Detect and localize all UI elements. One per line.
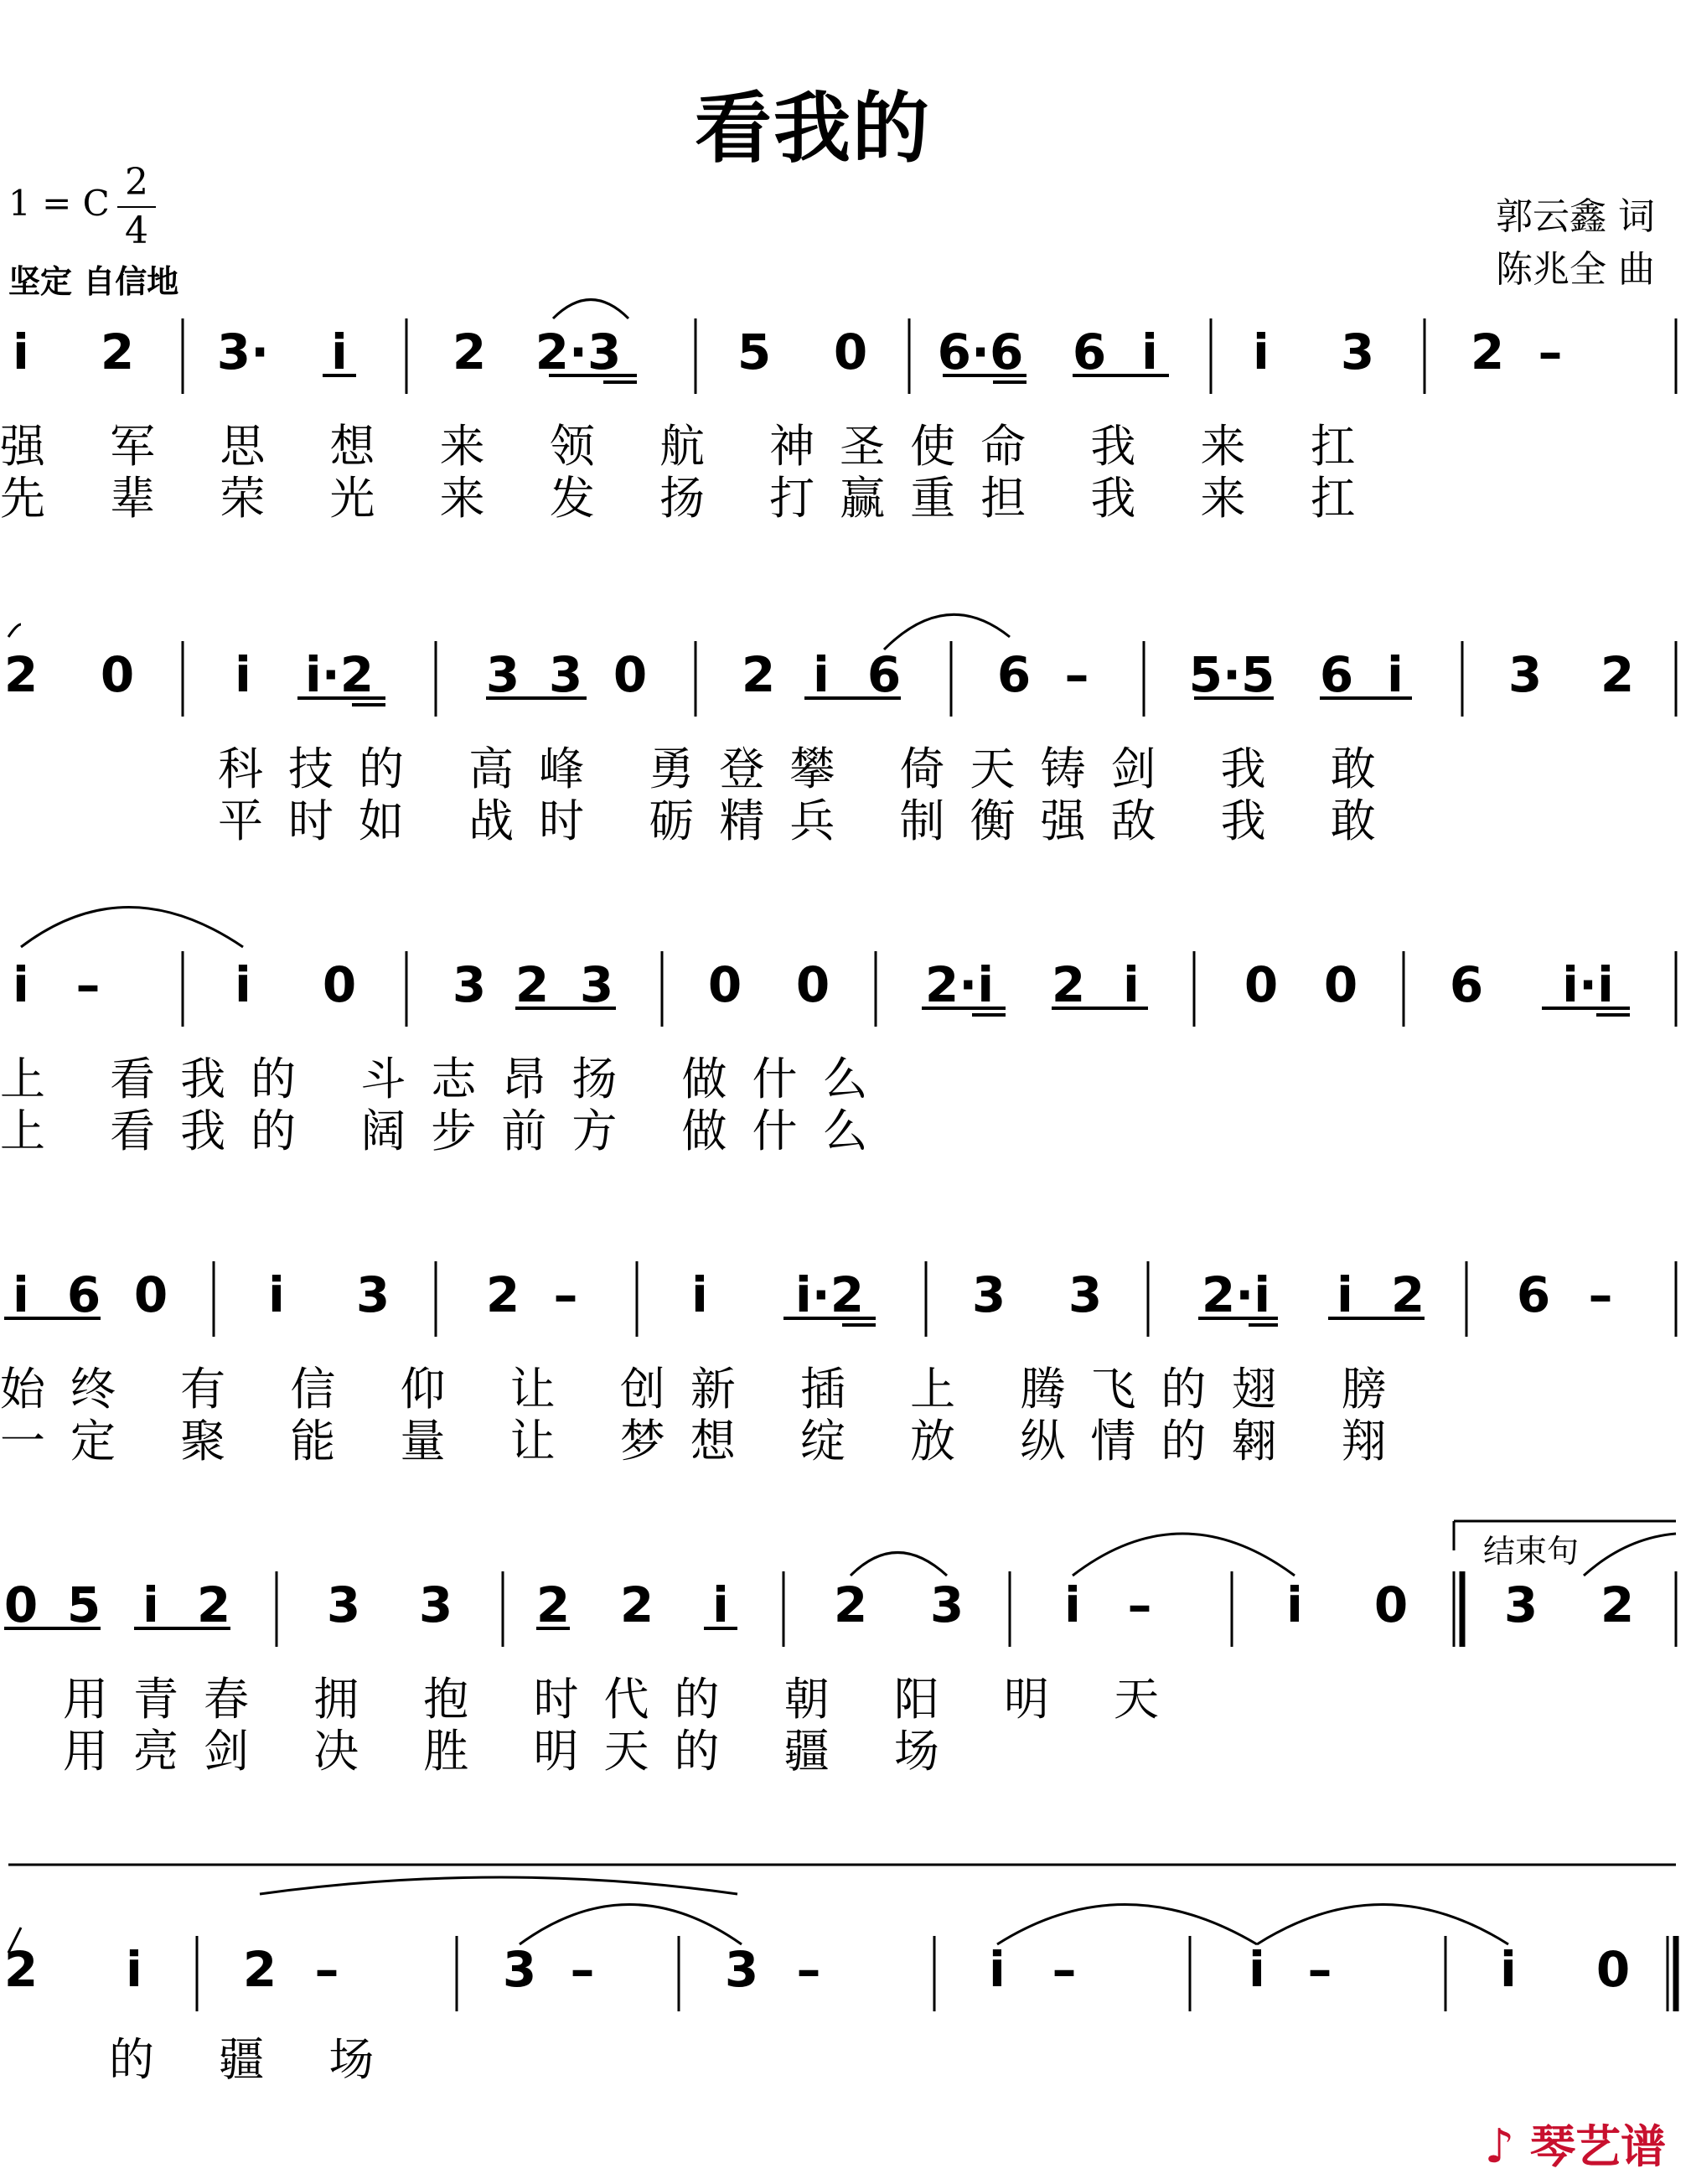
svg-text:i: i (1123, 956, 1140, 1013)
lyrics-line-4-verse-2: 一定 聚 能 量 让 梦想 绽 放 纵情的翱 翔 (0, 1415, 1412, 1467)
svg-text:i: i (268, 1266, 285, 1323)
svg-text:2·i: 2·i (924, 956, 995, 1013)
lyrics-line-4-verse-1: 始终 有 信 仰 让 创新 插 上 腾飞的翅 膀 (0, 1363, 1412, 1415)
svg-text:0: 0 (133, 1266, 168, 1323)
svg-text:–: – (1307, 1941, 1332, 1998)
svg-text:6: 6 (1072, 323, 1107, 380)
svg-text:0: 0 (707, 956, 742, 1013)
svg-text:3: 3 (548, 646, 583, 703)
lyrics-line-1-verse-2: 先 辈 荣 光 来 发 扬 打赢重担 我 来 扛 (0, 472, 1381, 525)
svg-text:i: i (813, 646, 830, 703)
watermark-text: 琴艺谱 (1530, 2120, 1666, 2173)
lyrics-line-2-verse-2: 平时如 战时 砺精兵 制衡强敌 我 敢 (218, 794, 1401, 847)
svg-text:3: 3 (1507, 646, 1543, 703)
svg-text:0: 0 (1595, 1941, 1631, 1998)
svg-text:i·2: i·2 (794, 1266, 865, 1323)
ending-label: 结束句 (1483, 1533, 1580, 1570)
svg-text:i: i (235, 646, 251, 703)
svg-text:3: 3 (724, 1941, 759, 1998)
svg-text:i: i (1337, 1266, 1353, 1323)
svg-text:2: 2 (3, 646, 39, 703)
svg-text:2·i: 2·i (1201, 1266, 1271, 1323)
lyrics-line-3-verse-2: 上 看我的 阔步前方 做什么 (0, 1105, 893, 1157)
svg-text:3: 3 (502, 1941, 537, 1998)
svg-text:–: – (1588, 1266, 1613, 1323)
svg-text:i: i (13, 1266, 29, 1323)
svg-text:i: i (1500, 1941, 1517, 1998)
watermark-logo (1484, 2111, 1666, 2176)
svg-text:3: 3 (326, 1576, 361, 1633)
svg-text:–: – (796, 1941, 821, 1998)
svg-text:3: 3 (355, 1266, 390, 1323)
svg-text:i: i (13, 323, 29, 380)
svg-text:–: – (1064, 646, 1089, 703)
svg-text:6: 6 (66, 1266, 101, 1323)
svg-text:5·5: 5·5 (1188, 646, 1275, 703)
svg-text:0: 0 (1244, 956, 1279, 1013)
svg-text:–: – (1052, 1941, 1077, 1998)
svg-text:–: – (1538, 323, 1563, 380)
svg-text:3: 3 (579, 956, 614, 1013)
svg-text:0: 0 (1323, 956, 1358, 1013)
svg-text:2: 2 (3, 1941, 39, 1998)
svg-text:i: i (989, 1941, 1006, 1998)
svg-text:i·2: i·2 (304, 646, 375, 703)
lyrics-line-1-verse-1: 强 军 思 想 来 领 航 神圣使命 我 来 扛 (0, 420, 1381, 473)
svg-text:2: 2 (452, 323, 487, 380)
svg-text:i: i (13, 956, 29, 1013)
tempo-marking: 坚定 自信地 (8, 263, 179, 300)
lyrics-line-2-verse-1: 科技的 高峰 勇登攀 倚天铸剑 我 敢 (218, 743, 1401, 795)
lyrics-line-5-verse-2: 用亮剑 决 胜 明天的 疆 场 (63, 1725, 964, 1778)
svg-text:0: 0 (3, 1576, 39, 1633)
svg-text:i: i (1249, 1941, 1265, 1998)
svg-text:–: – (75, 956, 101, 1013)
key-signature: 1 = C (8, 183, 110, 224)
svg-text:2: 2 (1051, 956, 1086, 1013)
svg-text:i·i: i·i (1562, 956, 1614, 1013)
svg-text:3: 3 (452, 956, 487, 1013)
svg-text:5: 5 (66, 1576, 101, 1633)
svg-text:i: i (1064, 1576, 1081, 1633)
svg-text:2: 2 (242, 1941, 277, 1998)
svg-text:–: – (553, 1266, 578, 1323)
svg-text:0: 0 (795, 956, 830, 1013)
svg-text:2: 2 (485, 1266, 520, 1323)
time-signature-bottom: 4 (125, 210, 148, 252)
svg-text:i: i (712, 1576, 729, 1633)
svg-text:6: 6 (1516, 1266, 1551, 1323)
svg-text:2: 2 (535, 1576, 571, 1633)
svg-text:–: – (570, 1941, 595, 1998)
svg-text:3: 3 (971, 1266, 1006, 1323)
svg-text:3: 3 (485, 646, 520, 703)
svg-text:6: 6 (996, 646, 1032, 703)
svg-text:6: 6 (1449, 956, 1484, 1013)
time-signature-top: 2 (125, 161, 148, 204)
svg-text:6: 6 (1319, 646, 1354, 703)
svg-text:2·3: 2·3 (535, 323, 622, 380)
svg-text:i: i (1141, 323, 1158, 380)
svg-text:0: 0 (833, 323, 868, 380)
lyrics-line-3-verse-1: 上 看我的 斗志昂扬 做什么 (0, 1053, 893, 1105)
svg-text:i: i (1387, 646, 1404, 703)
svg-text:3: 3 (418, 1576, 453, 1633)
lyrics-line-6: 的 疆 场 (109, 2033, 400, 2086)
svg-text:2: 2 (619, 1576, 654, 1633)
svg-text:i: i (142, 1576, 159, 1633)
svg-text:2: 2 (1600, 1576, 1635, 1633)
svg-text:0: 0 (1373, 1576, 1409, 1633)
svg-text:2: 2 (1600, 646, 1635, 703)
song-title: 看我的 (694, 84, 931, 173)
svg-text:–: – (1127, 1576, 1152, 1633)
svg-text:6·6: 6·6 (937, 323, 1024, 380)
svg-text:i: i (1253, 323, 1270, 380)
svg-text:2: 2 (1390, 1266, 1425, 1323)
svg-text:2: 2 (515, 956, 550, 1013)
svg-text:2: 2 (196, 1576, 231, 1633)
svg-text:0: 0 (100, 646, 135, 703)
svg-text:3: 3 (1340, 323, 1375, 380)
svg-text:3: 3 (1503, 1576, 1538, 1633)
svg-text:6: 6 (866, 646, 902, 703)
svg-text:3: 3 (1068, 1266, 1103, 1323)
svg-text:0: 0 (322, 956, 357, 1013)
svg-text:i: i (235, 956, 251, 1013)
svg-text:i: i (691, 1266, 708, 1323)
logo-icon: ♪ (1484, 2119, 1515, 2174)
svg-text:3: 3 (929, 1576, 964, 1633)
svg-text:0: 0 (613, 646, 648, 703)
svg-text:–: – (314, 1941, 339, 1998)
svg-text:2: 2 (741, 646, 776, 703)
svg-text:2: 2 (1470, 323, 1505, 380)
svg-text:2: 2 (833, 1576, 868, 1633)
lyrics-line-5-verse-1: 用青春 拥 抱 时代的 朝 阳 明 天 (63, 1673, 1185, 1726)
svg-text:i: i (126, 1941, 142, 1998)
svg-text:i: i (331, 323, 348, 380)
composer-credit: 陈兆全 曲 (1496, 248, 1655, 291)
svg-text:2: 2 (100, 323, 135, 380)
svg-text:5: 5 (737, 323, 772, 380)
svg-text:3·: 3· (216, 323, 270, 380)
svg-text:i: i (1286, 1576, 1303, 1633)
lyricist-credit: 郭云鑫 词 (1496, 195, 1655, 238)
